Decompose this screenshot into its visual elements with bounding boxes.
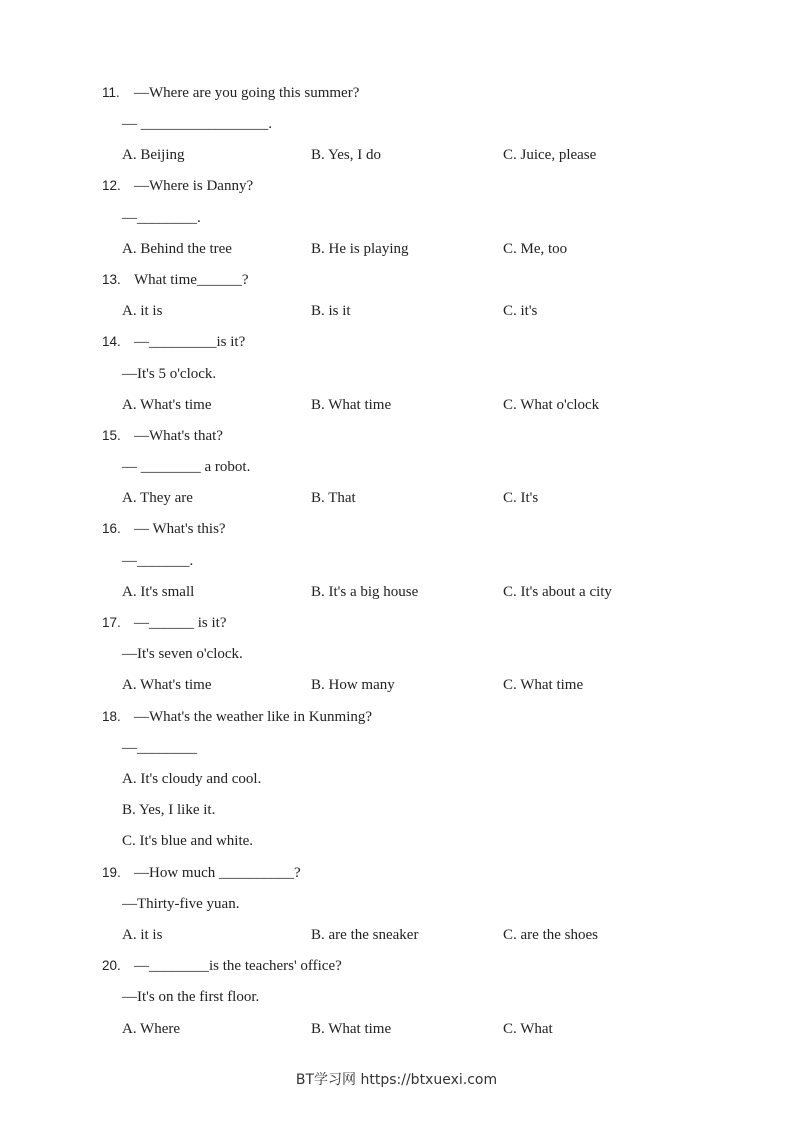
option-b[interactable]: B. What time — [311, 397, 392, 413]
answer-line — [0, 893, 793, 915]
question-number: 17. — [102, 615, 121, 630]
question-text: —________is the teachers' office? — [134, 958, 342, 974]
answer-line — [0, 207, 793, 229]
option-c[interactable]: C. What time — [503, 677, 584, 693]
question-19 — [0, 862, 793, 884]
options-row — [0, 394, 793, 416]
question-number: 15. — [102, 428, 121, 443]
question-11 — [0, 82, 793, 104]
question-number: 12. — [102, 178, 121, 193]
answer-blank: —________. — [122, 210, 201, 226]
option-c[interactable]: C. Juice, please — [503, 147, 597, 163]
option-c[interactable]: C. are the shoes — [503, 927, 598, 943]
question-16 — [0, 518, 793, 540]
option-a[interactable]: A. They are — [122, 490, 193, 506]
option-b[interactable]: B. That — [311, 490, 356, 506]
answer-line — [0, 363, 793, 385]
option-c[interactable]: C. What — [503, 1021, 553, 1037]
answer-text: —It's seven o'clock. — [122, 646, 243, 662]
option-row-b — [0, 799, 793, 821]
question-number: 11. — [102, 85, 120, 100]
option-a[interactable]: A. It's small — [122, 584, 195, 600]
answer-text: —It's on the first floor. — [122, 989, 260, 1005]
question-text: What time______? — [134, 272, 249, 288]
question-number: 13. — [102, 272, 121, 287]
option-b[interactable]: B. It's a big house — [311, 584, 419, 600]
question-12 — [0, 175, 793, 197]
option-a[interactable]: A. it is — [122, 927, 163, 943]
question-number: 19. — [102, 865, 121, 880]
option-a[interactable]: A. Where — [122, 1021, 181, 1037]
option-a[interactable]: A. What's time — [122, 677, 212, 693]
answer-line — [0, 737, 793, 759]
question-text: — What's this? — [134, 521, 226, 537]
question-15 — [0, 425, 793, 447]
question-text: —______ is it? — [134, 615, 227, 631]
option-row-a — [0, 768, 793, 790]
option-b[interactable]: B. How many — [311, 677, 395, 693]
question-text: —What's the weather like in Kunming? — [134, 709, 373, 725]
option-a[interactable]: A. It's cloudy and cool. — [122, 771, 262, 787]
option-b[interactable]: B. is it — [311, 303, 351, 319]
option-a[interactable]: A. it is — [122, 303, 163, 319]
option-a[interactable]: A. Beijing — [122, 147, 185, 163]
option-b[interactable]: B. are the sneaker — [311, 927, 419, 943]
question-text: —What's that? — [134, 428, 223, 444]
answer-text: —It's 5 o'clock. — [122, 366, 217, 382]
options-row — [0, 144, 793, 166]
question-20 — [0, 955, 793, 977]
answer-blank: — _________________. — [122, 116, 272, 132]
options-row — [0, 238, 793, 260]
options-row — [0, 581, 793, 603]
option-b[interactable]: B. He is playing — [311, 241, 409, 257]
question-14 — [0, 331, 793, 353]
answer-blank: —________ — [122, 740, 197, 756]
option-c[interactable]: C. It's blue and white. — [122, 833, 254, 849]
question-18 — [0, 706, 793, 728]
answer-blank: — ________ a robot. — [122, 459, 251, 475]
footer-watermark: BT学习网 https://btxuexi.com — [295, 1072, 498, 1088]
question-text: —_________is it? — [134, 334, 246, 350]
question-text: —Where are you going this summer? — [134, 85, 360, 101]
question-13 — [0, 269, 793, 291]
answer-text: —Thirty-five yuan. — [122, 896, 240, 912]
option-b[interactable]: B. Yes, I do — [311, 147, 382, 163]
option-c[interactable]: C. It's — [503, 490, 539, 506]
question-text: —Where is Danny? — [134, 178, 254, 194]
option-c[interactable]: C. It's about a city — [503, 584, 612, 600]
option-b[interactable]: B. What time — [311, 1021, 392, 1037]
answer-line — [0, 456, 793, 478]
option-a[interactable]: A. What's time — [122, 397, 212, 413]
option-c[interactable]: C. What o'clock — [503, 397, 600, 413]
options-row — [0, 674, 793, 696]
question-number: 14. — [102, 334, 121, 349]
answer-line — [0, 113, 793, 135]
answer-line — [0, 986, 793, 1008]
answer-line — [0, 643, 793, 665]
question-17 — [0, 612, 793, 634]
options-row — [0, 1018, 793, 1040]
answer-blank: —_______. — [122, 553, 194, 569]
question-text: —How much __________? — [134, 865, 301, 881]
options-row — [0, 300, 793, 322]
question-number: 18. — [102, 709, 121, 724]
option-c[interactable]: C. Me, too — [503, 241, 568, 257]
option-c[interactable]: C. it's — [503, 303, 538, 319]
answer-line — [0, 550, 793, 572]
question-number: 20. — [102, 958, 121, 973]
question-number: 16. — [102, 521, 121, 536]
options-row — [0, 487, 793, 509]
options-row — [0, 924, 793, 946]
option-b[interactable]: B. Yes, I like it. — [122, 802, 216, 818]
option-row-c — [0, 830, 793, 852]
option-a[interactable]: A. Behind the tree — [122, 241, 232, 257]
